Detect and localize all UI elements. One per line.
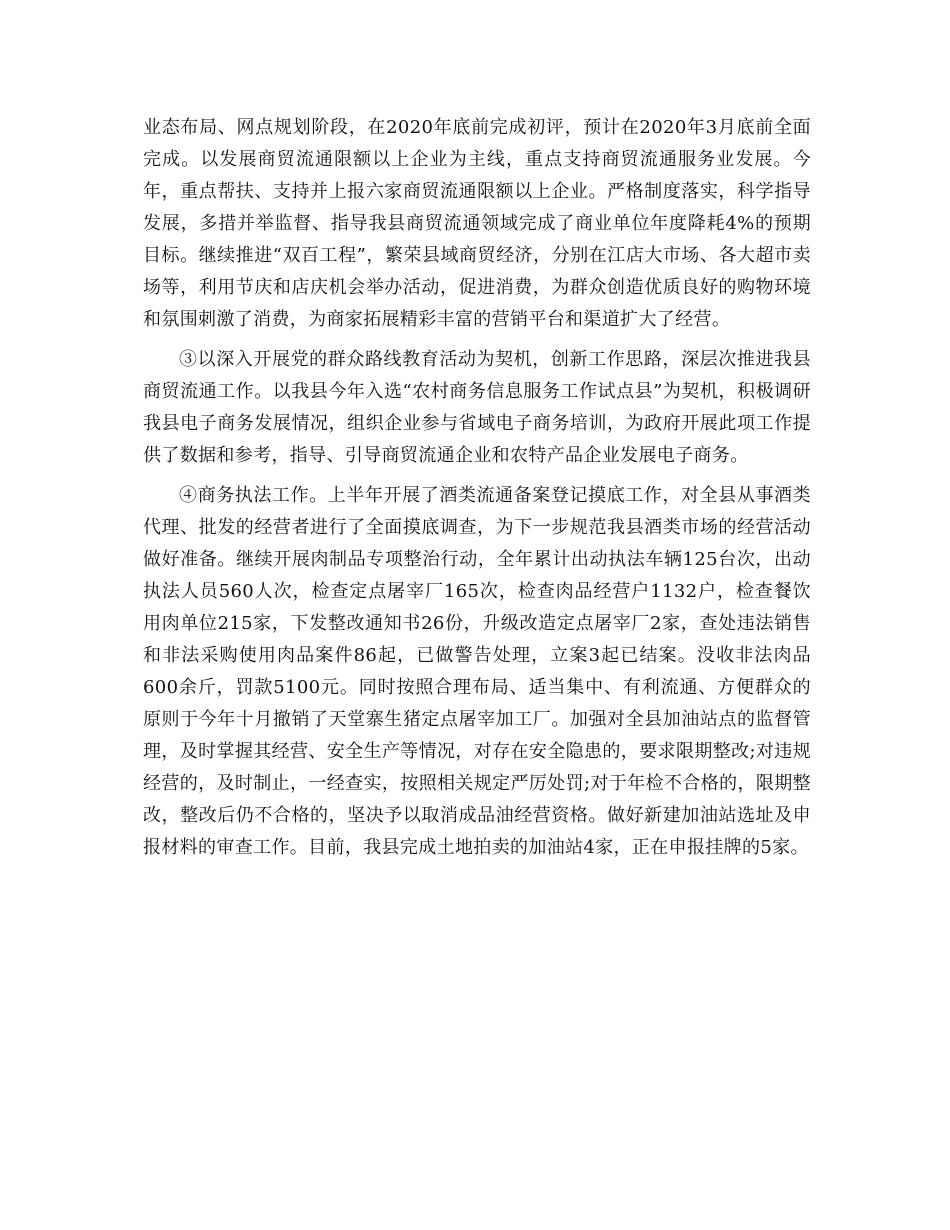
paragraph-ecommerce-work: ③以深入开展党的群众路线教育活动为契机，创新工作思路，深层次推进我县商贸流通工作。以我县今年入选“农村商务信息服务工作试点县”为契机，积极调研我县电子商务发展情况，组织企业参与省域电子商务培训，为政府开展此项工作提供了数据和参考，指导、引导商贸流通企业和农特产品企业发展电子商务。: [143, 349, 811, 466]
paragraph-business-layout: 业态布局、网点规划阶段，在2020年底前完成初评，预计在2020年3月底前全面完成。以发展商贸流通限额以上企业为主线，重点支持商贸流通服务业发展。今年，重点帮扶、支持并上报六家商贸流通限额以上企业。严格制度落实，科学指导发展，多措并举监督、指导我县商贸流通领域完成了商业单位年度降耗4%的预期目标。继续推进“双百工程”，繁荣县域商贸经济，分别在江店大市场、各大超市卖场等，利用节庆和店庆机会举办活动，促进消费，为群众创造优质良好的购物环境和氛围刺激了消费，为商家拓展精彩丰富的营销平台和渠道扩大了经营。: [143, 117, 811, 330]
document-body: [143, 112, 811, 872]
paragraph-law-enforcement: ④商务执法工作。上半年开展了酒类流通备案登记摸底工作，对全县从事酒类代理、批发的经营者进行了全面摸底调查，为下一步规范我县酒类市场的经营活动做好准备。继续开展肉制品专项整治行动，全年累计出动执法车辆125台次，出动执法人员560人次，检查定点屠宰厂165次，检查肉品经营户1132户，检查餐饮用肉单位215家，下发整改通知书26份，升级改造定点屠宰厂2家，查处违法销售和非法采购使用肉品案件86起，已做警告处理，立案3起已结案。没收非法肉品600余斤，罚款5100元。同时按照合理布局、适当集中、有利流通、方便群众的原则于今年十月撤销了天堂寨生猪定点屠宰加工厂。加强对全县加油站点的监督管理，及时掌握其经营、安全生产等情况，对存在安全隐患的，要求限期整改;对违规经营的，及时制止，一经查实，按照相关规定严厉处罚;对于年检不合格的，限期整改，整改后仍不合格的，坚决予以取消成品油经营资格。做好新建加油站选址及申报材料的审查工作。目前，我县完成土地拍卖的加油站4家，正在申报挂牌的5家。: [143, 485, 811, 858]
